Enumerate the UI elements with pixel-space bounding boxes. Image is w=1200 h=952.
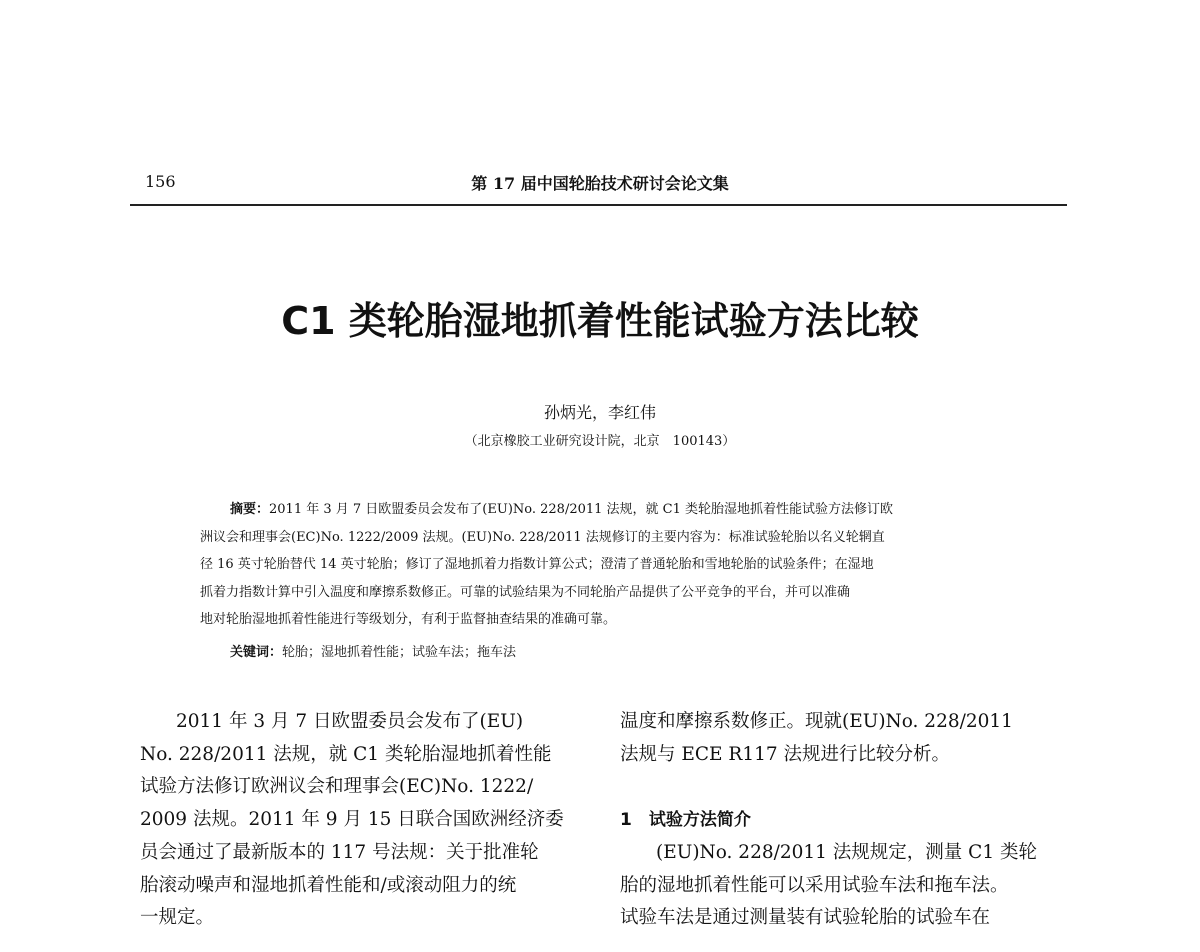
keywords	[230, 641, 516, 660]
abstract-label: 摘要：	[230, 502, 270, 517]
keywords-label: 关键词：	[230, 645, 283, 660]
page-number: 156	[145, 172, 176, 191]
spacer	[620, 771, 1068, 804]
body-line: (EU)No. 228/2011 法规规定，测量 C1 类轮	[656, 841, 1037, 863]
body-line: 法规与 ECE R117 法规进行比较分析。	[620, 743, 951, 765]
abstract-text: 2011 年 3 月 7 日欧盟委员会发布了(EU)No. 228/2011 法规，就 C1 类轮胎湿地抓着性能试验方法修订欧	[269, 502, 894, 517]
authors: 孙炳光，李红伟	[543, 403, 656, 422]
paper-title: C1 类轮胎湿地抓着性能试验方法比较	[281, 299, 919, 343]
body-line: 2011 年 3 月 7 日欧盟委员会发布了(EU)	[176, 711, 524, 732]
body-line: 试验方法修订欧洲议会和理事会(EC)No. 1222/	[140, 776, 534, 798]
body-line: 试验车法是通过测量装有试验轮胎的试验车在	[620, 907, 991, 929]
header-rule	[130, 204, 1067, 206]
body-line: 温度和摩擦系数修正。现就(EU)No. 228/2011	[620, 711, 1013, 732]
keywords-text: 轮胎；湿地抓着性能；试验车法；拖车法	[282, 645, 517, 660]
section-heading: 1 试验方法简介	[620, 810, 751, 831]
abstract-line: 洲议会和理事会(EC)No. 1222/2009 法规。(EU)No. 228/2011 法规修订的主要内容为：标准试验轮胎以名义轮辋直	[200, 529, 885, 545]
abstract-line: 抓着力指数计算中引入温度和摩擦系数修正。可靠的试验结果为不同轮胎产品提供了公平竞争的平台，并可以准确	[200, 584, 851, 600]
body-line: 员会通过了最新版本的 117 号法规：关于批准轮	[140, 841, 539, 863]
body-line: 一规定。	[140, 907, 215, 929]
body-line: 胎滚动噪声和湿地抓着性能和/或滚动阻力的统	[140, 874, 517, 896]
running-header: 第 17 届中国轮胎技术研讨会论文集	[471, 174, 729, 193]
abstract-line	[200, 496, 1036, 524]
body-line: No. 228/2011 法规，就 C1 类轮胎湿地抓着性能	[140, 743, 552, 765]
body-right-column	[620, 706, 1068, 935]
body-left-column	[140, 706, 580, 935]
affiliation: （北京橡胶工业研究设计院，北京 100143）	[464, 434, 736, 449]
abstract-line: 径 16 英寸轮胎替代 14 英寸轮胎；修订了湿地抓着力指数计算公式；澄清了普通轮胎和雪地轮胎的试验条件；在湿地	[200, 557, 874, 572]
body-line: 2009 法规。2011 年 9 月 15 日联合国欧洲经济委	[140, 809, 564, 831]
abstract-line: 地对轮胎湿地抓着性能进行等级划分，有利于监督抽查结果的准确可靠。	[200, 612, 617, 627]
body-line: 胎的湿地抓着性能可以采用试验车法和拖车法。	[620, 874, 1009, 896]
abstract	[200, 496, 1036, 634]
